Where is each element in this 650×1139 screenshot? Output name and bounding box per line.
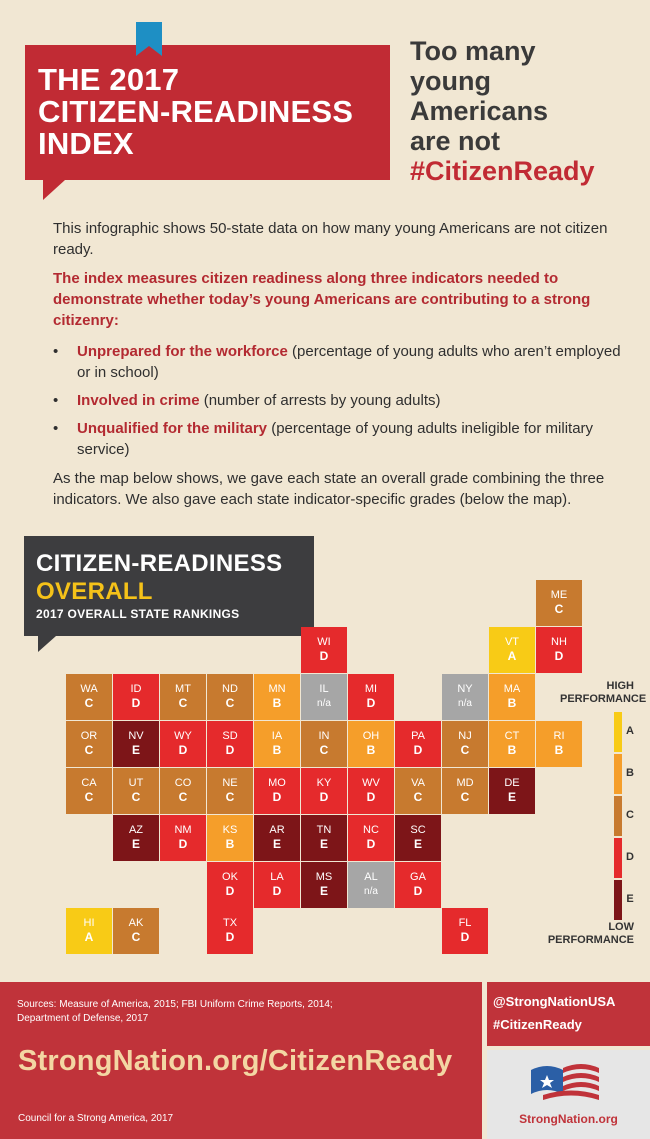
legend-text: LOW [608,921,634,933]
state-grade: E [272,837,281,851]
map-title: CITIZEN-READINESS [36,550,283,577]
state-abbr: AZ [128,824,144,836]
state-tile-wv [348,768,394,814]
source-line: Sources: Measure of America, 2015; FBI Uniform Crime Reports, 2014; [17,999,333,1010]
state-abbr: MA [503,683,521,695]
state-abbr: KS [222,824,238,836]
social-hashtag-link[interactable]: #CitizenReady [493,1017,582,1032]
hashtag: #CitizenReady [410,156,595,186]
sources [17,998,417,1026]
legend-swatch-d [614,838,622,878]
state-abbr: DE [504,777,520,789]
legend-swatch-b [614,754,622,794]
state-abbr: TX [222,917,238,929]
bullet-icon: • [53,420,59,437]
state-abbr: KY [316,777,332,789]
legend-swatch-c [614,796,622,836]
state-tile-mt [160,674,206,720]
state-abbr: AK [128,917,144,929]
state-abbr: IL [319,683,329,695]
state-tile-wy [160,721,206,767]
state-tile-ak [113,908,159,954]
state-grade: C [460,790,470,804]
state-grade: D [460,930,470,944]
state-grade: C [319,743,329,757]
state-abbr: IA [271,730,283,742]
state-grade: E [507,790,516,804]
state-tile-wi [301,627,347,673]
indicator-item [53,341,638,383]
tagline [410,36,645,186]
state-tile-mn [254,674,300,720]
state-tile-nm [160,815,206,861]
state-grade: D [366,790,376,804]
legend-grade-label: A [626,725,634,737]
state-tile-ca [66,768,112,814]
tagline-line: young [410,66,491,96]
state-grade: D [225,884,235,898]
campaign-url-link[interactable]: StrongNation.org/CitizenReady [18,1045,453,1077]
state-grade: B [272,696,282,710]
state-tile-mi [348,674,394,720]
state-grade: C [131,930,141,944]
state-tile-ms [301,862,347,908]
state-tile-sd [207,721,253,767]
state-grade: B [507,743,517,757]
indicator-name: Unprepared for the workforce [77,343,288,360]
state-abbr: NC [363,824,379,836]
state-abbr: NH [551,636,567,648]
state-tile-co [160,768,206,814]
state-tile-de [489,768,535,814]
state-abbr: WA [80,683,98,695]
state-abbr: HI [83,917,95,929]
state-tile-ne [207,768,253,814]
state-abbr: CO [174,777,192,789]
state-abbr: MS [315,871,333,883]
state-abbr: IN [318,730,330,742]
state-abbr: CA [81,777,97,789]
state-tile-ga [395,862,441,908]
state-abbr: MO [268,777,286,789]
state-grade: B [366,743,376,757]
intro-lead: The index measures citizen readiness along three indicators needed to demonstrate whether today’s young Americans are contributing to a strong citizenry: [53,270,591,329]
state-abbr: MD [456,777,474,789]
state-grade: C [131,790,141,804]
intro-paragraph: This infographic shows 50-state data on how many young Americans are not citizen ready. [53,220,608,258]
map-title-box [24,536,314,636]
state-abbr: ID [130,683,142,695]
title-line: INDEX [38,126,134,161]
state-tile-pa [395,721,441,767]
state-tile-hi [66,908,112,954]
state-grade: D [319,790,329,804]
legend-text: PERFORMANCE [560,693,647,705]
state-abbr: UT [128,777,144,789]
legend-grade-label: D [626,851,634,863]
legend-grade-label: B [626,767,634,779]
legend-grade-label: C [626,809,634,821]
state-tile-ct [489,721,535,767]
state-grade: n/a [458,698,472,709]
state-abbr: MN [268,683,286,695]
source-line: Department of Defense, 2017 [17,1013,149,1024]
state-grade: D [178,837,188,851]
state-grade: B [225,837,235,851]
state-tile-tn [301,815,347,861]
logo-panel [487,1050,650,1139]
indicator-name: Involved in crime [77,392,200,409]
state-abbr: MT [175,683,191,695]
indicator-name: Unqualified for the military [77,420,268,437]
state-abbr: AL [364,871,378,883]
state-abbr: OK [222,871,238,883]
site-link[interactable]: StrongNation.org [519,1112,618,1126]
state-abbr: AR [269,824,285,836]
state-grade: B [272,743,282,757]
legend-text: PERFORMANCE [547,934,634,946]
state-abbr: FL [458,917,472,929]
state-abbr: NM [174,824,192,836]
map-subtitle: OVERALL [36,578,153,605]
map-caption: 2017 OVERALL STATE RANKINGS [36,607,240,621]
state-abbr: LA [270,871,284,883]
state-tile-vt [489,627,535,673]
state-tile-ut [113,768,159,814]
state-grade: B [554,743,564,757]
social-panel [487,982,650,1046]
state-tile-nc [348,815,394,861]
state-grade: C [178,790,188,804]
state-grade: D [413,743,423,757]
state-tile-me [536,580,582,626]
state-tile-ok [207,862,253,908]
state-grade: E [319,884,328,898]
title-line: CITIZEN-READINESS [38,94,354,129]
state-grade: C [460,743,470,757]
state-grade: C [225,790,235,804]
state-abbr: GA [410,871,426,883]
indicator-description: (percentage of young adults who aren’t employed or in school) [77,343,621,381]
organization-credit: Council for a Strong America, 2017 [18,1113,174,1124]
bookmark-icon [136,22,162,56]
state-abbr: WV [362,777,380,789]
state-abbr: SD [222,730,238,742]
legend-swatch-e [614,880,622,920]
state-abbr: WI [317,636,331,648]
state-grade: D [225,743,235,757]
indicator-item [53,390,638,411]
state-abbr: ND [222,683,238,695]
indicator-description: (number of arrests by young adults) [199,392,441,409]
state-abbr: RI [553,730,565,742]
state-grade: D [366,837,376,851]
state-tile-ky [301,768,347,814]
state-grade: B [507,696,517,710]
state-tile-nh [536,627,582,673]
state-tile-mo [254,768,300,814]
state-tile-tx [207,908,253,954]
legend-low-label [538,921,634,947]
state-tile-wa [66,674,112,720]
state-grade: C [84,743,94,757]
state-abbr: NE [222,777,238,789]
state-grade: D [366,696,376,710]
state-tile-oh [348,721,394,767]
state-grade: C [84,696,94,710]
social-handle-link[interactable]: @StrongNationUSA [493,994,616,1009]
state-abbr: WY [174,730,192,742]
state-abbr: OH [362,730,380,742]
state-grade: E [413,837,422,851]
state-grade: D [272,884,282,898]
state-tile-va [395,768,441,814]
state-abbr: MI [364,683,378,695]
state-grade: E [319,837,328,851]
indicator-item [53,418,638,460]
state-tile-nj [442,721,488,767]
state-grade: C [84,790,94,804]
state-tile-or [66,721,112,767]
state-tile-ny [442,674,488,720]
state-tile-md [442,768,488,814]
state-tile-id [113,674,159,720]
state-tile-nd [207,674,253,720]
state-tile-il [301,674,347,720]
state-grade: n/a [317,698,331,709]
bullet-icon: • [53,343,59,360]
state-abbr: VT [504,636,520,648]
state-abbr: NJ [458,730,472,742]
state-abbr: NY [457,683,473,695]
state-grade: D [272,790,282,804]
state-grade: E [131,837,140,851]
state-tile-al [348,862,394,908]
intro-paragraph: As the map below shows, we gave each state an overall grade combining the three indicators. We also gave each state indicator-specific grades (below the map). [53,470,605,508]
tagline-line: Too many [410,36,536,66]
state-tile-nv [113,721,159,767]
state-grade: C [178,696,188,710]
state-grade: C [554,602,564,616]
bullet-icon: • [53,392,59,409]
state-tile-in [301,721,347,767]
state-grade: D [225,930,235,944]
state-grade: D [178,743,188,757]
state-abbr: ME [550,589,568,601]
title-line: THE 2017 [38,62,180,97]
legend-text: HIGH [606,680,634,692]
indicator-description: (percentage of young adults ineligible for military service) [77,420,594,458]
state-abbr: SC [410,824,426,836]
state-abbr: PA [411,730,425,742]
flag-logo-icon [487,1050,650,1110]
state-grade: C [225,696,235,710]
state-abbr: CT [504,730,520,742]
tagline-line: Americans [410,96,549,126]
state-grade: A [84,930,94,944]
state-tile-ks [207,815,253,861]
state-abbr: OR [80,730,98,742]
legend-grade-label: E [626,893,634,905]
state-grade: D [554,649,564,663]
intro-text [53,218,638,518]
state-grade: D [413,884,423,898]
state-tile-la [254,862,300,908]
indicator-list [53,341,638,460]
state-abbr: TN [316,824,332,836]
state-tile-ri [536,721,582,767]
state-grade: D [131,696,141,710]
state-abbr: NV [128,730,144,742]
state-tile-fl [442,908,488,954]
state-grade: n/a [364,886,378,897]
state-tile-az [113,815,159,861]
state-abbr: VA [411,777,425,789]
state-grade: A [507,649,517,663]
state-grade: D [319,649,329,663]
legend-high-label [560,680,647,706]
page-title [38,64,378,160]
state-tile-ar [254,815,300,861]
tagline-line: are not [410,126,501,156]
state-grade: E [131,743,140,757]
legend-swatch-a [614,712,622,752]
state-tile-ma [489,674,535,720]
state-tile-sc [395,815,441,861]
state-grade: C [413,790,423,804]
state-tile-ia [254,721,300,767]
